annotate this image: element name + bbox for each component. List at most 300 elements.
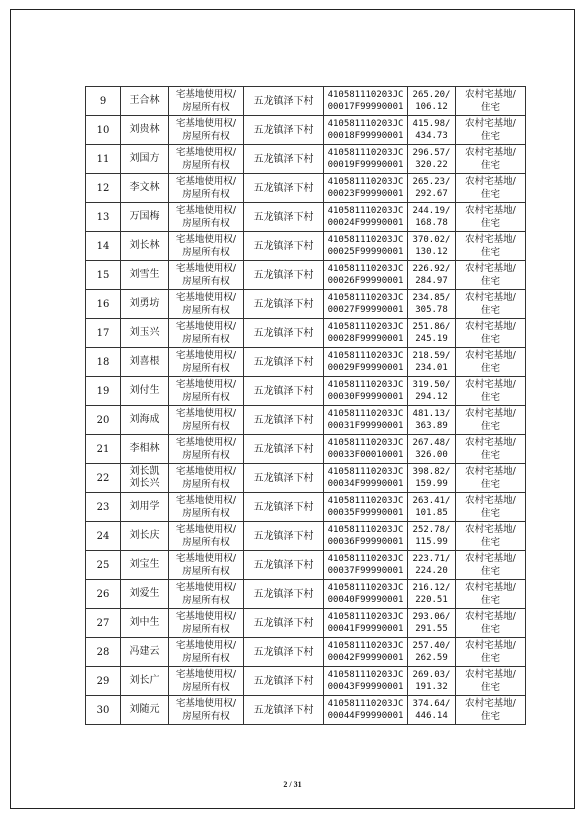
land-use-cell: [456, 493, 526, 522]
table-row: [86, 261, 526, 290]
area-line: 305.78: [415, 305, 448, 315]
owner-name-cell: 刘海成: [121, 406, 169, 435]
right-type-line: 房屋所有权: [182, 189, 230, 200]
unit-code-line: 00044F99990001: [327, 711, 404, 721]
unit-code-cell: [324, 348, 408, 377]
right-type-line: 房屋所有权: [182, 102, 230, 113]
right-type-cell: [169, 174, 244, 203]
right-type-line: 宅基地使用权/: [175, 524, 237, 535]
unit-code-cell: [324, 290, 408, 319]
right-type-line: 房屋所有权: [182, 624, 230, 635]
area-line: 226.92/: [412, 264, 451, 274]
unit-code-cell: [324, 638, 408, 667]
area-line: 446.14: [415, 711, 448, 721]
row-number-cell: 16: [86, 290, 121, 319]
unit-code-cell: [324, 116, 408, 145]
land-use-cell: [456, 174, 526, 203]
table-row: [86, 87, 526, 116]
owner-name-cell: 刘贵林: [121, 116, 169, 145]
unit-code-line: 410581110203JC: [327, 293, 404, 303]
right-type-line: 宅基地使用权/: [175, 234, 237, 245]
area-cell: [408, 667, 456, 696]
right-type-line: 房屋所有权: [182, 595, 230, 606]
location-cell: 五龙镇泽下村: [244, 580, 324, 609]
right-type-line: 宅基地使用权/: [175, 582, 237, 593]
table-row: [86, 609, 526, 638]
area-line: 265.23/: [412, 177, 451, 187]
unit-code-line: 410581110203JC: [327, 641, 404, 651]
owner-name-cell: 万国梅: [121, 203, 169, 232]
row-number-cell: 27: [86, 609, 121, 638]
land-use-cell: [456, 261, 526, 290]
land-use-cell: [456, 609, 526, 638]
right-type-line: 宅基地使用权/: [175, 553, 237, 564]
unit-code-line: 410581110203JC: [327, 264, 404, 274]
right-type-line: 房屋所有权: [182, 247, 230, 258]
unit-code-line: 00033F00010001: [327, 450, 404, 460]
table-row: [86, 290, 526, 319]
location-cell: 五龙镇泽下村: [244, 348, 324, 377]
land-use-line: 住宅: [480, 624, 500, 635]
land-use-cell: [456, 232, 526, 261]
area-cell: [408, 551, 456, 580]
land-use-line: 住宅: [480, 160, 500, 171]
land-use-cell: [456, 522, 526, 551]
land-use-line: 住宅: [480, 682, 500, 693]
right-type-line: 宅基地使用权/: [175, 147, 237, 158]
right-type-line: 房屋所有权: [182, 682, 230, 693]
right-type-line: 宅基地使用权/: [175, 205, 237, 216]
land-use-line: 住宅: [480, 189, 500, 200]
row-number-cell: 10: [86, 116, 121, 145]
right-type-line: 房屋所有权: [182, 537, 230, 548]
right-type-line: 宅基地使用权/: [175, 437, 237, 448]
location-cell: 五龙镇泽下村: [244, 551, 324, 580]
right-type-line: 宅基地使用权/: [175, 495, 237, 506]
area-cell: [408, 464, 456, 493]
row-number-cell: 28: [86, 638, 121, 667]
land-use-cell: [456, 145, 526, 174]
row-number-cell: 14: [86, 232, 121, 261]
row-number-cell: 15: [86, 261, 121, 290]
table-row: [86, 319, 526, 348]
area-line: 481.13/: [412, 409, 451, 419]
right-type-line: 房屋所有权: [182, 276, 230, 287]
land-use-line: 农村宅基地/: [465, 118, 516, 129]
unit-code-cell: [324, 261, 408, 290]
unit-code-line: 00042F99990001: [327, 653, 404, 663]
location-cell: 五龙镇泽下村: [244, 377, 324, 406]
area-line: 293.06/: [412, 612, 451, 622]
right-type-cell: [169, 493, 244, 522]
row-number-cell: 25: [86, 551, 121, 580]
owner-name-cell: 刘长林: [121, 232, 169, 261]
unit-code-line: 00023F99990001: [327, 189, 404, 199]
location-cell: 五龙镇泽下村: [244, 174, 324, 203]
land-use-cell: [456, 406, 526, 435]
area-line: 130.12: [415, 247, 448, 257]
owner-name-cell: 刘随元: [121, 696, 169, 725]
area-line: 224.20: [415, 566, 448, 576]
unit-code-line: 410581110203JC: [327, 148, 404, 158]
owner-name-cell: 李文林: [121, 174, 169, 203]
location-cell: 五龙镇泽下村: [244, 406, 324, 435]
owner-name-cell: 王合林: [121, 87, 169, 116]
unit-code-line: 410581110203JC: [327, 496, 404, 506]
area-cell: [408, 406, 456, 435]
table-body: [86, 87, 526, 725]
unit-code-line: 410581110203JC: [327, 322, 404, 332]
right-type-line: 宅基地使用权/: [175, 176, 237, 187]
right-type-line: 房屋所有权: [182, 131, 230, 142]
land-use-cell: [456, 203, 526, 232]
property-register-table: [85, 86, 526, 725]
right-type-line: 房屋所有权: [182, 160, 230, 171]
land-use-line: 农村宅基地/: [465, 147, 516, 158]
right-type-cell: [169, 522, 244, 551]
right-type-line: 宅基地使用权/: [175, 466, 237, 477]
area-line: 296.57/: [412, 148, 451, 158]
right-type-line: 房屋所有权: [182, 566, 230, 577]
row-number-cell: 24: [86, 522, 121, 551]
table-row: [86, 377, 526, 406]
area-line: 244.19/: [412, 206, 451, 216]
land-use-line: 农村宅基地/: [465, 698, 516, 709]
location-cell: 五龙镇泽下村: [244, 87, 324, 116]
unit-code-line: 00025F99990001: [327, 247, 404, 257]
right-type-line: 房屋所有权: [182, 305, 230, 316]
area-line: 265.20/: [412, 90, 451, 100]
location-cell: 五龙镇泽下村: [244, 290, 324, 319]
row-number-cell: 23: [86, 493, 121, 522]
area-line: 245.19: [415, 334, 448, 344]
table-row: [86, 145, 526, 174]
area-line: 234.01: [415, 363, 448, 373]
row-number-cell: 12: [86, 174, 121, 203]
owner-name-cell: 刘爱生: [121, 580, 169, 609]
land-use-line: 住宅: [480, 305, 500, 316]
right-type-cell: [169, 696, 244, 725]
table-row: [86, 551, 526, 580]
unit-code-line: 00043F99990001: [327, 682, 404, 692]
land-use-cell: [456, 290, 526, 319]
owner-name-cell: 刘用学: [121, 493, 169, 522]
unit-code-cell: [324, 377, 408, 406]
unit-code-line: 410581110203JC: [327, 351, 404, 361]
table-row: [86, 174, 526, 203]
area-line: 294.12: [415, 392, 448, 402]
unit-code-cell: [324, 464, 408, 493]
area-line: 101.85: [415, 508, 448, 518]
right-type-line: 房屋所有权: [182, 363, 230, 374]
unit-code-line: 410581110203JC: [327, 438, 404, 448]
right-type-line: 宅基地使用权/: [175, 89, 237, 100]
unit-code-cell: [324, 551, 408, 580]
land-use-line: 农村宅基地/: [465, 263, 516, 274]
land-use-cell: [456, 667, 526, 696]
right-type-cell: [169, 348, 244, 377]
unit-code-line: 410581110203JC: [327, 467, 404, 477]
row-number-cell: 9: [86, 87, 121, 116]
right-type-cell: [169, 435, 244, 464]
unit-code-line: 00034F99990001: [327, 479, 404, 489]
area-cell: [408, 116, 456, 145]
area-line: 320.22: [415, 160, 448, 170]
right-type-line: 房屋所有权: [182, 218, 230, 229]
area-line: 234.85/: [412, 293, 451, 303]
table-row: [86, 203, 526, 232]
area-cell: [408, 696, 456, 725]
area-line: 370.02/: [412, 235, 451, 245]
area-cell: [408, 232, 456, 261]
land-use-cell: [456, 696, 526, 725]
row-number-cell: 13: [86, 203, 121, 232]
land-use-line: 农村宅基地/: [465, 408, 516, 419]
table-row: [86, 696, 526, 725]
land-use-line: 住宅: [480, 421, 500, 432]
area-cell: [408, 377, 456, 406]
unit-code-line: 410581110203JC: [327, 235, 404, 245]
unit-code-cell: [324, 522, 408, 551]
land-use-line: 住宅: [480, 334, 500, 345]
land-use-line: 住宅: [480, 218, 500, 229]
area-line: 223.71/: [412, 554, 451, 564]
land-use-line: 农村宅基地/: [465, 495, 516, 506]
owner-name-cell: 刘长凯 刘长兴: [121, 464, 169, 493]
area-cell: [408, 319, 456, 348]
unit-code-line: 00030F99990001: [327, 392, 404, 402]
right-type-line: 宅基地使用权/: [175, 698, 237, 709]
table-row: [86, 522, 526, 551]
land-use-line: 住宅: [480, 363, 500, 374]
row-number-cell: 26: [86, 580, 121, 609]
page-number: 2 / 31: [283, 780, 302, 789]
area-line: 415.98/: [412, 119, 451, 129]
right-type-cell: [169, 290, 244, 319]
location-cell: 五龙镇泽下村: [244, 696, 324, 725]
row-number-cell: 30: [86, 696, 121, 725]
area-line: 216.12/: [412, 583, 451, 593]
right-type-line: 宅基地使用权/: [175, 379, 237, 390]
unit-code-cell: [324, 319, 408, 348]
area-cell: [408, 261, 456, 290]
land-use-line: 农村宅基地/: [465, 350, 516, 361]
unit-code-line: 410581110203JC: [327, 670, 404, 680]
land-use-line: 住宅: [480, 131, 500, 142]
unit-code-cell: [324, 667, 408, 696]
land-use-line: 农村宅基地/: [465, 176, 516, 187]
right-type-line: 房屋所有权: [182, 711, 230, 722]
land-use-line: 住宅: [480, 653, 500, 664]
land-use-line: 住宅: [480, 566, 500, 577]
right-type-cell: [169, 638, 244, 667]
right-type-cell: [169, 580, 244, 609]
location-cell: 五龙镇泽下村: [244, 435, 324, 464]
land-use-line: 住宅: [480, 508, 500, 519]
area-line: 292.67: [415, 189, 448, 199]
unit-code-line: 00019F99990001: [327, 160, 404, 170]
unit-code-line: 00018F99990001: [327, 131, 404, 141]
unit-code-line: 410581110203JC: [327, 525, 404, 535]
land-use-cell: [456, 435, 526, 464]
owner-name-cell: 刘勇坊: [121, 290, 169, 319]
area-cell: [408, 580, 456, 609]
table-row: [86, 464, 526, 493]
right-type-line: 房屋所有权: [182, 508, 230, 519]
table-row: [86, 638, 526, 667]
row-number-cell: 11: [86, 145, 121, 174]
unit-code-line: 410581110203JC: [327, 612, 404, 622]
right-type-cell: [169, 319, 244, 348]
land-use-line: 住宅: [480, 392, 500, 403]
right-type-cell: [169, 406, 244, 435]
area-line: 326.00: [415, 450, 448, 460]
area-line: 263.41/: [412, 496, 451, 506]
land-use-cell: [456, 551, 526, 580]
area-line: 269.03/: [412, 670, 451, 680]
right-type-line: 房屋所有权: [182, 653, 230, 664]
owner-name-cell: 刘国方: [121, 145, 169, 174]
area-line: 284.97: [415, 276, 448, 286]
row-number-cell: 17: [86, 319, 121, 348]
area-line: 374.64/: [412, 699, 451, 709]
area-line: 106.12: [415, 102, 448, 112]
unit-code-cell: [324, 406, 408, 435]
unit-code-cell: [324, 435, 408, 464]
unit-code-line: 00028F99990001: [327, 334, 404, 344]
unit-code-cell: [324, 203, 408, 232]
unit-code-line: 00026F99990001: [327, 276, 404, 286]
owner-name-cell: 刘玉兴: [121, 319, 169, 348]
area-line: 252.78/: [412, 525, 451, 535]
land-use-line: 农村宅基地/: [465, 553, 516, 564]
right-type-line: 宅基地使用权/: [175, 669, 237, 680]
right-type-line: 宅基地使用权/: [175, 611, 237, 622]
unit-code-line: 00041F99990001: [327, 624, 404, 634]
table-row: [86, 435, 526, 464]
right-type-line: 宅基地使用权/: [175, 640, 237, 651]
area-line: 267.48/: [412, 438, 451, 448]
area-line: 434.73: [415, 131, 448, 141]
land-use-line: 住宅: [480, 537, 500, 548]
unit-code-line: 00035F99990001: [327, 508, 404, 518]
land-use-line: 农村宅基地/: [465, 292, 516, 303]
land-use-line: 住宅: [480, 276, 500, 287]
unit-code-line: 410581110203JC: [327, 583, 404, 593]
owner-name-cell: 刘长广: [121, 667, 169, 696]
unit-code-line: 410581110203JC: [327, 409, 404, 419]
location-cell: 五龙镇泽下村: [244, 203, 324, 232]
row-number-cell: 20: [86, 406, 121, 435]
right-type-line: 宅基地使用权/: [175, 408, 237, 419]
land-use-line: 农村宅基地/: [465, 640, 516, 651]
location-cell: 五龙镇泽下村: [244, 493, 324, 522]
unit-code-line: 00036F99990001: [327, 537, 404, 547]
area-cell: [408, 493, 456, 522]
row-number-cell: 29: [86, 667, 121, 696]
unit-code-line: 00017F99990001: [327, 102, 404, 112]
right-type-cell: [169, 232, 244, 261]
unit-code-cell: [324, 174, 408, 203]
land-use-cell: [456, 638, 526, 667]
right-type-cell: [169, 551, 244, 580]
owner-name-cell: 刘长庆: [121, 522, 169, 551]
land-use-line: 农村宅基地/: [465, 524, 516, 535]
area-cell: [408, 435, 456, 464]
land-use-line: 农村宅基地/: [465, 321, 516, 332]
area-line: 363.89: [415, 421, 448, 431]
land-use-cell: [456, 116, 526, 145]
unit-code-line: 410581110203JC: [327, 90, 404, 100]
land-use-line: 住宅: [480, 595, 500, 606]
unit-code-line: 410581110203JC: [327, 206, 404, 216]
row-number-cell: 19: [86, 377, 121, 406]
land-use-line: 住宅: [480, 102, 500, 113]
right-type-line: 宅基地使用权/: [175, 118, 237, 129]
row-number-cell: 21: [86, 435, 121, 464]
area-line: 257.40/: [412, 641, 451, 651]
land-use-line: 住宅: [480, 450, 500, 461]
unit-code-line: 00031F99990001: [327, 421, 404, 431]
owner-name-cell: 冯建云: [121, 638, 169, 667]
right-type-line: 房屋所有权: [182, 450, 230, 461]
land-use-line: 农村宅基地/: [465, 466, 516, 477]
owner-name-cell: 刘中生: [121, 609, 169, 638]
table-row: [86, 667, 526, 696]
right-type-line: 宅基地使用权/: [175, 350, 237, 361]
area-cell: [408, 638, 456, 667]
unit-code-cell: [324, 580, 408, 609]
land-use-cell: [456, 580, 526, 609]
right-type-line: 房屋所有权: [182, 421, 230, 432]
area-line: 168.78: [415, 218, 448, 228]
land-use-line: 住宅: [480, 711, 500, 722]
right-type-line: 房屋所有权: [182, 479, 230, 490]
right-type-line: 房屋所有权: [182, 334, 230, 345]
land-use-line: 农村宅基地/: [465, 234, 516, 245]
owner-name-cell: 李相林: [121, 435, 169, 464]
row-number-cell: 18: [86, 348, 121, 377]
owner-name-cell: 刘付生: [121, 377, 169, 406]
area-line: 319.50/: [412, 380, 451, 390]
right-type-cell: [169, 667, 244, 696]
area-line: 398.82/: [412, 467, 451, 477]
right-type-cell: [169, 145, 244, 174]
right-type-line: 宅基地使用权/: [175, 321, 237, 332]
location-cell: 五龙镇泽下村: [244, 319, 324, 348]
right-type-cell: [169, 116, 244, 145]
unit-code-cell: [324, 609, 408, 638]
area-cell: [408, 203, 456, 232]
unit-code-line: 410581110203JC: [327, 177, 404, 187]
land-use-line: 农村宅基地/: [465, 611, 516, 622]
location-cell: 五龙镇泽下村: [244, 261, 324, 290]
land-use-cell: [456, 87, 526, 116]
area-line: 262.59: [415, 653, 448, 663]
location-cell: 五龙镇泽下村: [244, 232, 324, 261]
owner-name-cell: 刘宝生: [121, 551, 169, 580]
area-cell: [408, 174, 456, 203]
unit-code-line: 410581110203JC: [327, 699, 404, 709]
right-type-cell: [169, 464, 244, 493]
unit-code-cell: [324, 87, 408, 116]
area-cell: [408, 348, 456, 377]
unit-code-line: 00040F99990001: [327, 595, 404, 605]
right-type-cell: [169, 261, 244, 290]
location-cell: 五龙镇泽下村: [244, 609, 324, 638]
land-use-cell: [456, 377, 526, 406]
location-cell: 五龙镇泽下村: [244, 638, 324, 667]
